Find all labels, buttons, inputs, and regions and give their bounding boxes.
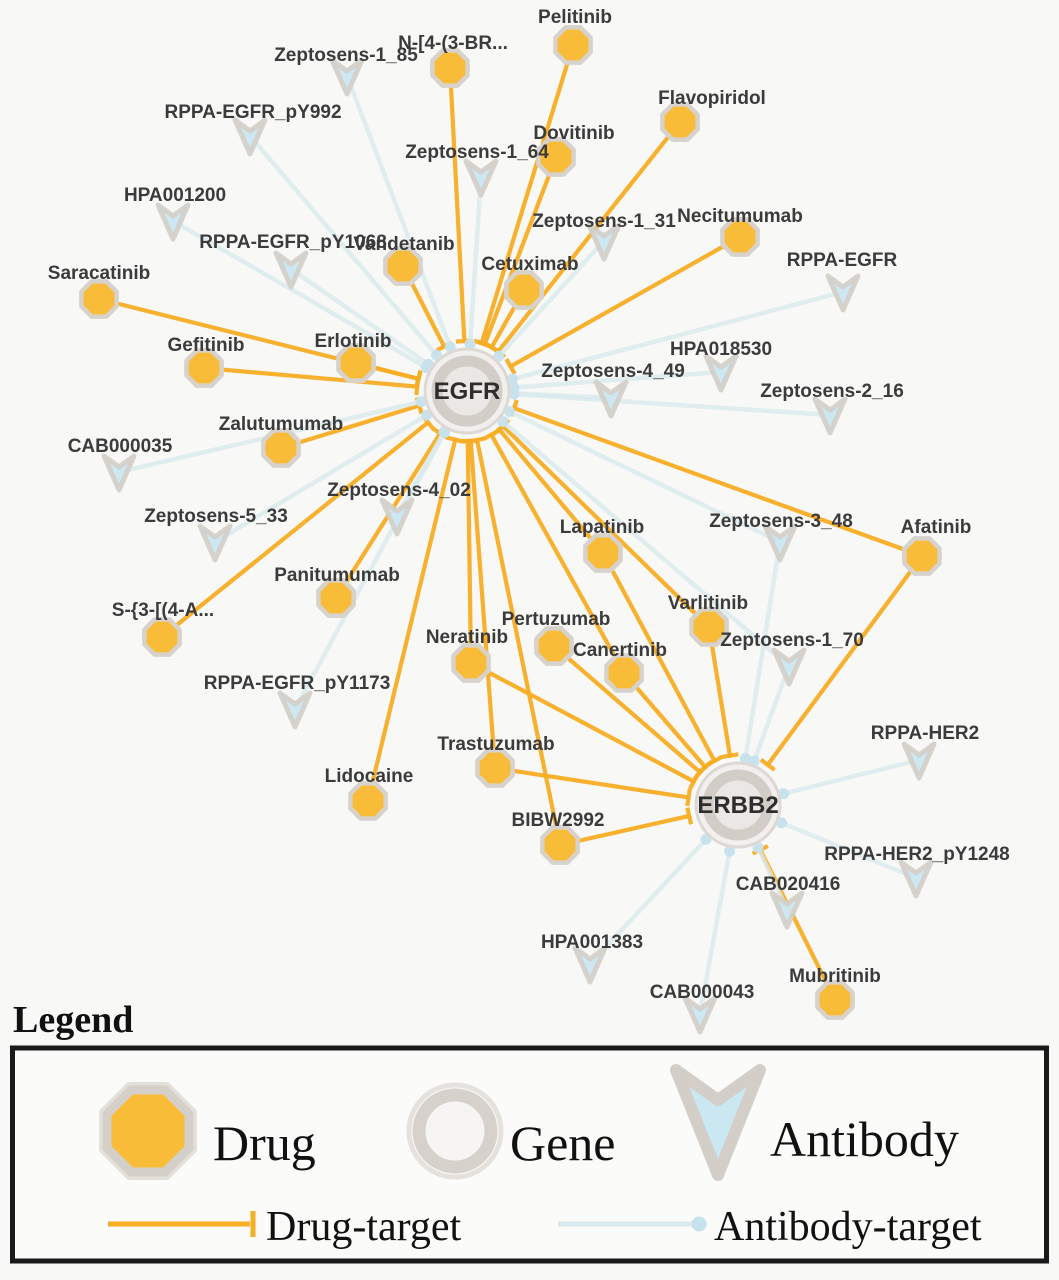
antibody-label-rppa-her2: RPPA-HER2	[870, 723, 980, 744]
drug-label-trastuzumab: Trastuzumab	[437, 734, 555, 755]
drug-label-pertuzumab: Pertuzumab	[501, 609, 611, 630]
drug-node-afatinib-octagon-icon	[904, 538, 939, 573]
antibody-label-zeptosens-4-02: Zeptosens-4_02	[327, 480, 471, 501]
antibody-node-zeptosens-1-70-chevron-icon	[774, 650, 804, 684]
antibody-label-zeptosens-1-70: Zeptosens-1_70	[720, 630, 864, 651]
drug-node-flavopiridol-octagon-icon	[662, 104, 697, 139]
antibody-label-zeptosens-2-16: Zeptosens-2_16	[760, 381, 904, 402]
antibody-node-hpa001383-chevron-icon	[575, 948, 605, 982]
drug-node-trastuzumab-octagon-icon	[477, 750, 512, 785]
drug-label-mubritinib: Mubritinib	[789, 966, 881, 987]
antibody-label-rppa-egfr: RPPA-EGFR	[786, 250, 898, 271]
antibody-node-zeptosens-5-33-chevron-icon	[200, 526, 230, 560]
antibody-label-zeptosens-4-49: Zeptosens-4_49	[541, 361, 685, 382]
antibody-node-zeptosens-1-64-chevron-icon	[466, 161, 496, 195]
legend	[13, 999, 1047, 1261]
drug-node-zalutumumab-octagon-icon	[263, 430, 298, 465]
legend-drug-label: Drug	[213, 1115, 316, 1171]
antibody-label-zeptosens-1-31: Zeptosens-1_31	[532, 211, 676, 232]
gene-circle-icon	[419, 1095, 491, 1167]
drug-target-tee-cap	[722, 754, 739, 757]
gene-node-egfr	[425, 349, 509, 433]
drug-node-cetuximab-octagon-icon	[506, 272, 541, 307]
drug-label-saracatinib: Saracatinib	[47, 263, 151, 284]
gene-label-egfr: EGFR	[433, 378, 501, 405]
legend-title: Legend	[13, 999, 134, 1041]
antibody-label-cab000043: CAB000043	[649, 982, 755, 1003]
drug-node-s-3-4-a-octagon-icon	[144, 619, 179, 654]
antibody-target-edge-rppa-her2-erbb2	[784, 760, 919, 794]
drug-label-necitumumab: Necitumumab	[677, 206, 803, 227]
legend-gene-label: Gene	[510, 1115, 616, 1171]
antibody-target-edge-zeptosens-1-85-egfr	[347, 76, 450, 347]
drug-target-edge-dovitinib-egfr	[485, 157, 556, 344]
drug-target-edge-trastuzumab-egfr	[471, 441, 495, 768]
drug-node-bibw2992-octagon-icon	[542, 827, 577, 862]
drug-label-flavopiridol: Flavopiridol	[658, 88, 766, 109]
antibody-label-rppa-her2-py1248: RPPA-HER2_pY1248	[824, 844, 1010, 865]
drug-label-varlitinib: Varlitinib	[667, 593, 749, 614]
drug-label-s-3-4-a: S-{3-[(4-A...	[111, 600, 215, 621]
antibody-target-dot-icon	[692, 1217, 707, 1232]
drug-label-pelitinib: Pelitinib	[538, 7, 612, 28]
legend-antibody-label: Antibody	[770, 1111, 959, 1167]
drug-node-neratinib-octagon-icon	[453, 645, 488, 680]
drug-label-zalutumumab: Zalutumumab	[218, 414, 344, 435]
antibody-label-hpa001383: HPA001383	[540, 932, 644, 953]
antibody-label-zeptosens-1-85: Zeptosens-1_85	[274, 45, 418, 66]
drug-node-pelitinib-octagon-icon	[555, 27, 590, 62]
drug-label-n-4-3-br: N-[4-(3-BR...	[398, 33, 508, 54]
drug-label-lapatinib: Lapatinib	[559, 517, 645, 538]
antibody-label-rppa-egfr-py1173: RPPA-EGFR_pY1173	[203, 673, 391, 694]
drug-label-neratinib: Neratinib	[425, 627, 509, 648]
graph-layer	[48, 7, 1010, 1032]
antibody-label-cab020416: CAB020416	[735, 874, 841, 895]
drug-node-mubritinib-octagon-icon	[817, 982, 852, 1017]
gene-label-erbb2: ERBB2	[697, 792, 779, 819]
antibody-node-rppa-egfr-py1173-chevron-icon	[280, 693, 310, 727]
antibody-label-rppa-egfr-py992: RPPA-EGFR_pY992	[164, 102, 342, 123]
antibody-label-rppa-egfr-py1068: RPPA-EGFR_pY1068	[199, 232, 387, 253]
drug-target-edge-trastuzumab-erbb2	[495, 768, 689, 797]
drug-label-bibw2992: BIBW2992	[511, 810, 605, 831]
drug-node-lapatinib-octagon-icon	[585, 535, 620, 570]
drug-label-lidocaine: Lidocaine	[324, 766, 414, 787]
legend-drug-target-label: Drug-target	[266, 1204, 462, 1250]
drug-octagon-icon	[107, 1090, 189, 1172]
antibody-label-hpa018530: HPA018530	[669, 339, 773, 360]
drug-target-edge-n-4-3-br-egfr	[450, 68, 464, 341]
drug-target-tee-cap	[687, 808, 691, 825]
gene-node-erbb2	[696, 763, 780, 847]
drug-node-saracatinib-octagon-icon	[81, 281, 116, 316]
antibody-node-cab000035-chevron-icon	[104, 456, 134, 490]
drug-label-afatinib: Afatinib	[900, 517, 972, 538]
drug-node-lidocaine-octagon-icon	[350, 783, 385, 818]
drug-target-tee-cap	[687, 789, 690, 806]
antibody-label-cab000035: CAB000035	[67, 436, 173, 457]
drug-label-gefitinib: Gefitinib	[167, 335, 245, 356]
drug-label-panitumumab: Panitumumab	[274, 565, 400, 586]
antibody-label-hpa001200: HPA001200	[123, 185, 227, 206]
drug-node-pertuzumab-octagon-icon	[536, 628, 571, 663]
antibody-label-zeptosens-1-64: Zeptosens-1_64	[405, 142, 549, 163]
antibody-label-zeptosens-5-33: Zeptosens-5_33	[144, 506, 288, 527]
drug-node-n-4-3-br-octagon-icon	[432, 50, 467, 85]
drug-label-vandetanib: Vandetanib	[353, 234, 455, 255]
antibody-target-edge-zeptosens-1-64-egfr	[470, 177, 481, 344]
drug-label-erlotinib: Erlotinib	[314, 331, 392, 352]
antibody-node-rppa-her2-py1248-chevron-icon	[901, 862, 931, 896]
antibody-node-hpa001200-chevron-icon	[158, 205, 188, 239]
drug-label-cetuximab: Cetuximab	[481, 254, 579, 275]
drug-target-tee-cap	[416, 371, 420, 387]
antibody-label-zeptosens-3-48: Zeptosens-3_48	[709, 511, 853, 532]
drug-label-dovitinib: Dovitinib	[533, 123, 615, 144]
drug-label-canertinib: Canertinib	[573, 640, 667, 661]
legend-antibody-target-label: Antibody-target	[714, 1204, 982, 1250]
